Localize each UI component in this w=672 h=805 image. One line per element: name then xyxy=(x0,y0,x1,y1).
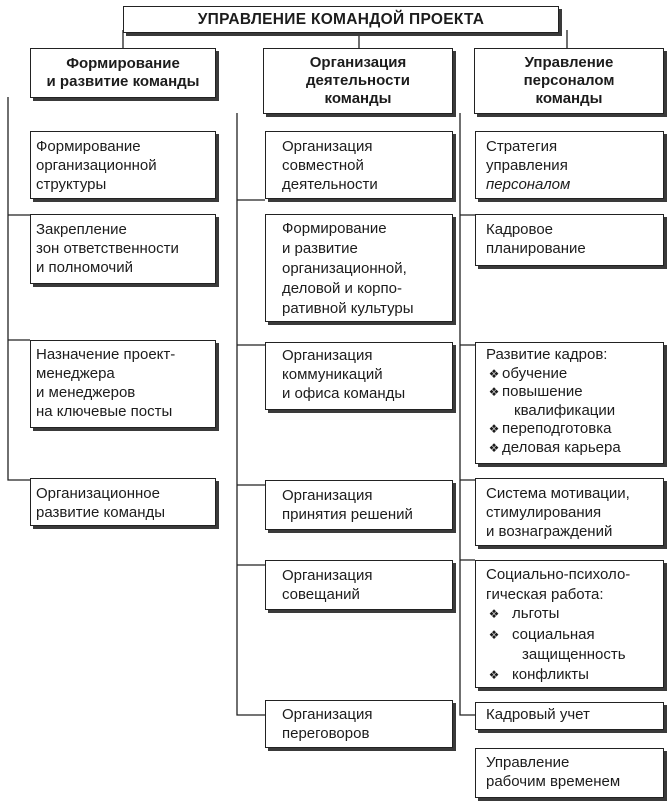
item-line: Формирование xyxy=(36,138,141,155)
header-line: команды xyxy=(535,90,603,107)
diamond-bullet-icon: ❖ xyxy=(488,422,500,436)
page-title-box xyxy=(123,6,559,33)
middle-spine xyxy=(237,113,265,715)
item-line: Организация xyxy=(282,138,373,155)
left-spine xyxy=(8,97,30,480)
column-header-personnel-management xyxy=(474,48,664,114)
page-title: УПРАВЛЕНИЕ КОМАНДОЙ ПРОЕКТА xyxy=(197,11,485,28)
item-line: управления xyxy=(486,157,568,174)
bullet-text: льготы xyxy=(512,605,560,622)
item-responsibility-zones xyxy=(30,214,216,284)
item-line: деловой и корпо- xyxy=(282,280,402,297)
item-line: структуры xyxy=(36,176,107,193)
item-line: стимулирования xyxy=(486,504,602,521)
item-line: Назначение проект- xyxy=(36,346,176,363)
bullet-text: деловая карьера xyxy=(502,438,621,456)
item-line: и вознаграждений xyxy=(486,523,613,540)
item-line: Кадровое xyxy=(486,221,554,238)
item-line: планирование xyxy=(486,240,586,257)
diamond-bullet-icon: ❖ xyxy=(488,385,500,399)
bullet-text-continued: защищенность xyxy=(522,646,626,663)
item-line: Закрепление xyxy=(36,221,127,238)
diamond-bullet-icon: ❖ xyxy=(488,627,500,642)
item-motivation-system xyxy=(475,478,664,546)
item-line: на ключевые посты xyxy=(36,403,173,420)
header-line: и развитие команды xyxy=(46,73,200,90)
item-line: и офиса команды xyxy=(282,385,406,402)
diamond-bullet-icon: ❖ xyxy=(488,366,500,381)
item-line: организационной, xyxy=(282,260,407,277)
bullet-text: переподготовка xyxy=(502,420,612,437)
item-line: Развитие кадров: xyxy=(486,346,608,363)
item-line: переговоров xyxy=(282,725,370,742)
item-line: Организация xyxy=(282,706,373,723)
item-line: Кадровый учет xyxy=(486,706,590,723)
item-line: менеджера xyxy=(36,365,115,382)
item-line: развитие команды xyxy=(36,504,166,521)
item-hr-records xyxy=(475,702,664,730)
item-org-development xyxy=(30,478,216,526)
header-line: Организация xyxy=(309,54,407,71)
item-line: зон ответственности xyxy=(36,240,179,257)
item-personnel-development xyxy=(475,342,664,464)
item-line: деятельности xyxy=(282,176,378,193)
bullet-text: социальная xyxy=(512,625,595,643)
item-line: Формирование xyxy=(282,220,387,237)
item-line: Организация xyxy=(282,487,373,504)
bullet-text-continued: квалификации xyxy=(514,401,616,419)
column-header-team-activity xyxy=(263,48,453,114)
item-corporate-culture xyxy=(265,214,453,322)
item-line: персоналом xyxy=(486,176,571,193)
item-decision-making xyxy=(265,480,453,530)
item-line: принятия решений xyxy=(282,506,413,523)
bullet-text: обучение xyxy=(502,364,568,382)
item-line: Организация xyxy=(282,567,373,584)
item-negotiations xyxy=(265,700,453,748)
header-line: Управление xyxy=(524,54,614,71)
item-line: совместной xyxy=(282,157,364,174)
item-line: Организационное xyxy=(36,485,160,502)
bullet-text: конфликты xyxy=(512,665,589,683)
diamond-bullet-icon: ❖ xyxy=(488,440,500,455)
item-line: совещаний xyxy=(282,586,360,603)
item-communications xyxy=(265,342,453,410)
column-header-team-formation xyxy=(30,48,216,98)
item-line: Организация xyxy=(282,347,373,364)
item-personnel-strategy xyxy=(475,131,664,199)
header-line: персоналом xyxy=(523,72,615,89)
item-line: и развитие xyxy=(282,240,358,257)
item-line: Система мотивации, xyxy=(486,485,630,502)
item-line: Управление xyxy=(486,754,570,771)
item-line: коммуникаций xyxy=(282,366,383,383)
item-org-structure xyxy=(30,131,216,199)
item-manager-appointment xyxy=(30,340,216,428)
right-spine xyxy=(460,113,475,715)
diamond-bullet-icon: ❖ xyxy=(488,667,500,682)
item-line: Социально-психоло- xyxy=(486,566,631,583)
item-line: ративной культуры xyxy=(282,300,414,317)
item-line: Стратегия xyxy=(486,138,558,155)
item-hr-planning xyxy=(475,214,664,266)
item-socio-psychological xyxy=(475,560,664,688)
item-working-time xyxy=(475,748,664,798)
header-line: деятельности xyxy=(306,72,410,89)
item-joint-activity xyxy=(265,131,453,199)
bullet-text: повышение xyxy=(502,383,583,400)
header-line: Формирование xyxy=(66,55,180,72)
item-line: и полномочий xyxy=(36,259,133,276)
header-line: команды xyxy=(324,90,392,107)
item-meetings xyxy=(265,560,453,610)
item-line: рабочим временем xyxy=(486,773,621,790)
diamond-bullet-icon: ❖ xyxy=(488,607,500,621)
item-line: и менеджеров xyxy=(36,384,136,401)
item-line: организационной xyxy=(36,157,157,174)
item-line: гическая работа: xyxy=(486,585,604,603)
